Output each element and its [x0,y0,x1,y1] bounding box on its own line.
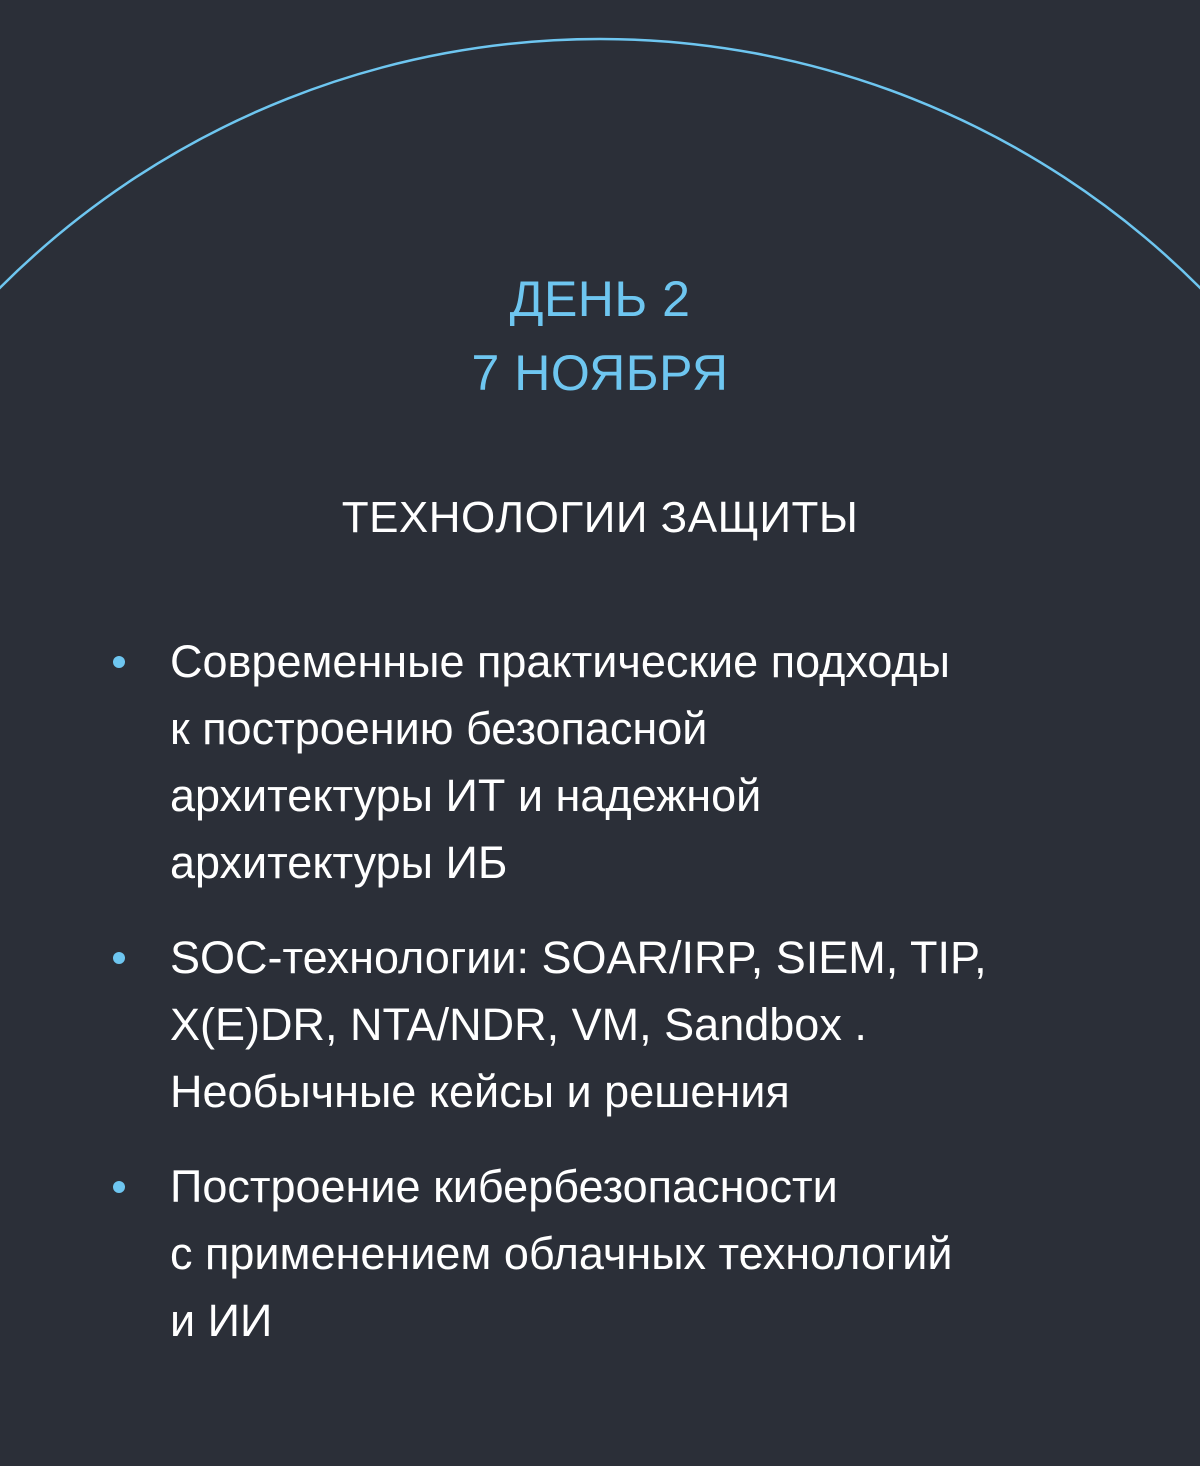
bullet-icon [113,656,125,668]
list-item-line: SOC-технологии: SOAR/IRP, SIEM, TIP, [170,932,987,983]
list-item [0,1153,1200,1354]
list-item-line: архитектуры ИТ и надежной [170,770,762,821]
bullet-icon [113,952,125,964]
list-item-text [170,1153,1090,1354]
list-item-line: и ИИ [170,1295,273,1346]
list-item-line: к построению безопасной [170,703,708,754]
bullet-icon [113,1181,125,1193]
list-item-line: X(E)DR, NTA/NDR, VM, Sandbox . [170,999,867,1050]
list-item-text [170,628,1090,896]
list-item-line: Необычные кейсы и решения [170,1066,790,1117]
list-item [0,924,1200,1125]
section-title: ТЕХНОЛОГИИ ЗАЩИТЫ [341,493,859,542]
list-item-line: с применением облачных технологий [170,1228,953,1279]
day-number: ДЕНЬ 2 [509,271,691,327]
list-item-line: Современные практические подходы [170,636,951,687]
topics-list [0,628,1200,1382]
event-date: 7 НОЯБРЯ [471,345,729,401]
list-item-text [170,924,1090,1125]
list-item-line: архитектуры ИБ [170,837,508,888]
list-item-line: Построение кибербезопасности [170,1161,838,1212]
list-item [0,628,1200,896]
